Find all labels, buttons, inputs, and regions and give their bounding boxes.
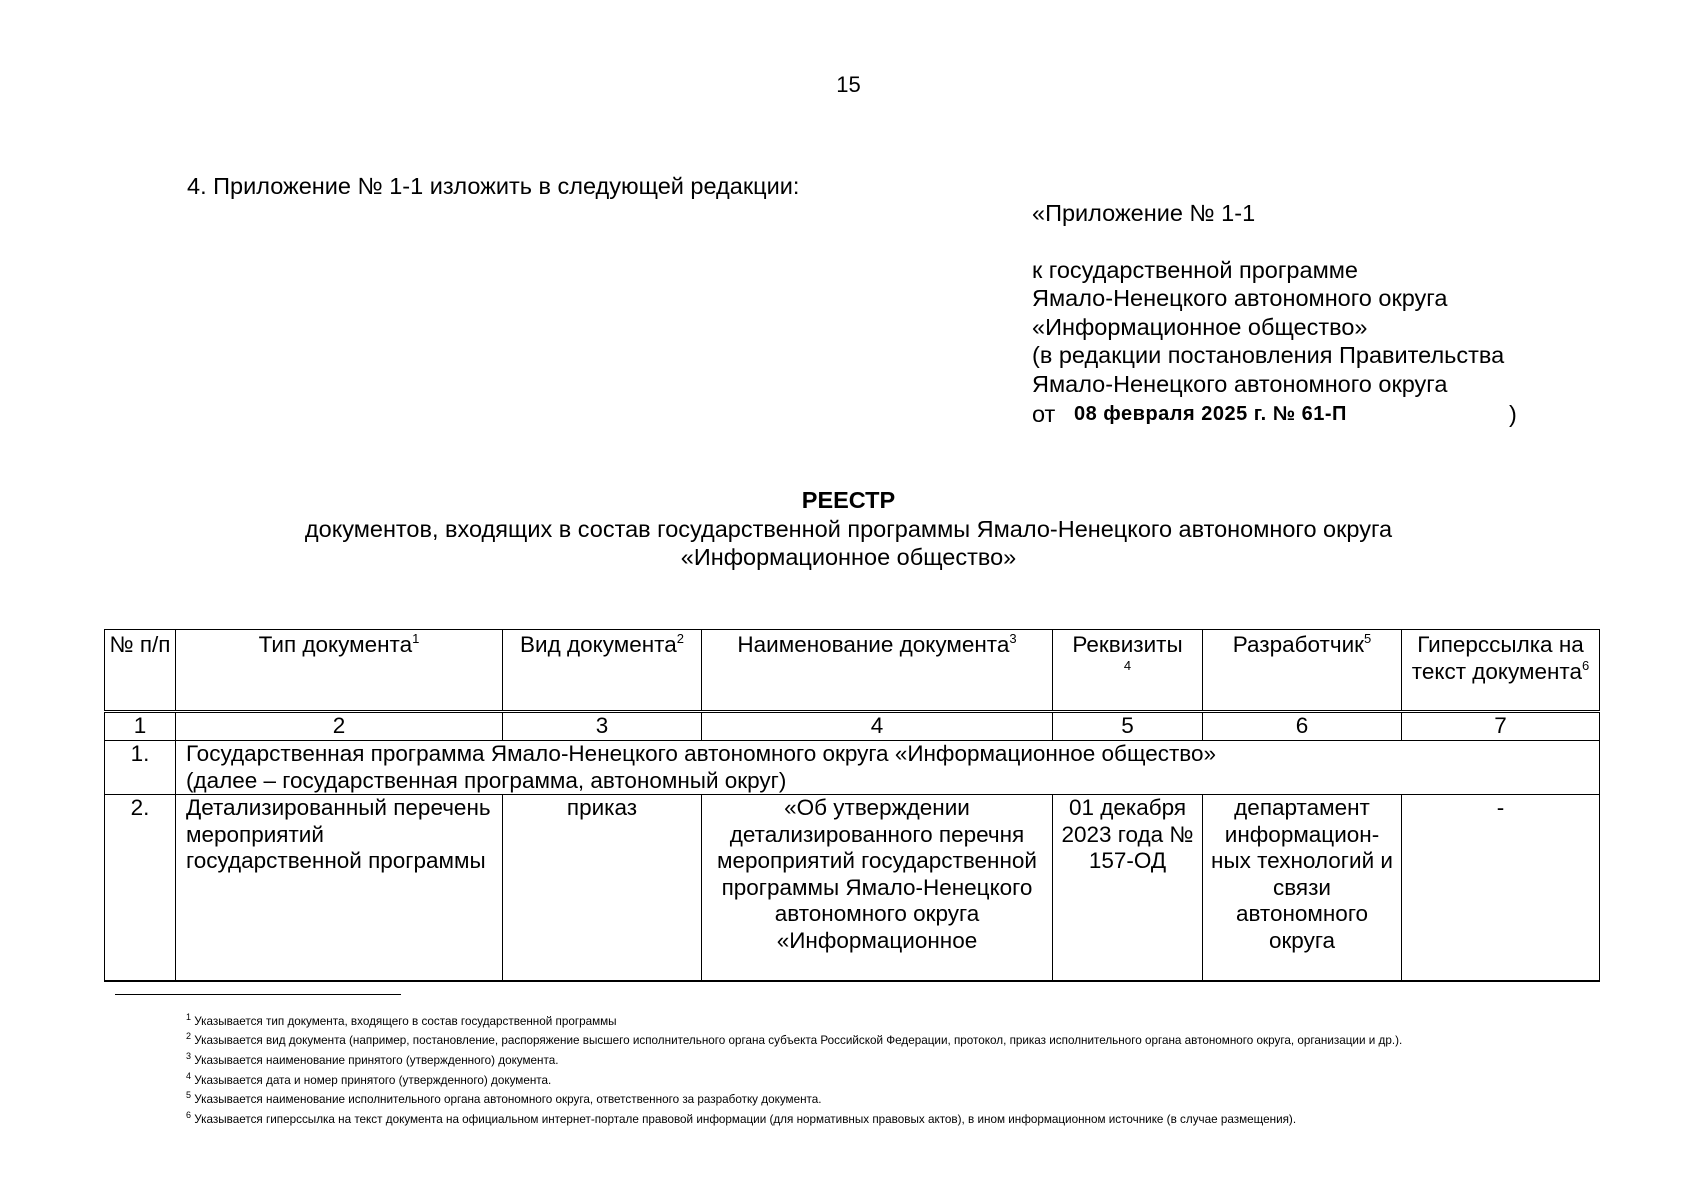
footnote: $^6$ Указывается гиперссылка на текст документа на официальном интернет-портале правовой информации (для нормативных правовых актов), в ином информационном источнике (в случае размещения). <box>186 1110 1297 1127</box>
table-header-row <box>105 630 1600 712</box>
requisites-cell: 01 декабря 2023 года № 157-ОД <box>1053 795 1203 982</box>
registry-subtitle-line: «Информационное общество» <box>680 544 1017 570</box>
header-number: № п/п <box>105 630 176 712</box>
footnote: $^5$ Указывается наименование исполнительного органа автономного округа, ответственного за разработку документа. <box>186 1090 822 1107</box>
doc-name-cell: «Об утверждении детализированного перечня мероприятий государственной программы Ямало-Ненецкого автономного округа «Информационное <box>702 795 1053 982</box>
footnote-separator <box>115 994 401 995</box>
from-label: от <box>1032 401 1056 427</box>
closing-paren: ) <box>1509 401 1517 427</box>
appendix-heading: «Приложение № 1-1 <box>1032 200 1256 226</box>
column-number: 7 <box>1402 712 1600 741</box>
column-number-row <box>105 712 1600 741</box>
doc-type-cell: Детализированный перечень мероприятий государственной программы <box>176 795 503 982</box>
approval-line: к государственной программе <box>1032 256 1358 283</box>
footnotes <box>115 1012 1588 1130</box>
registry-table <box>104 629 1600 982</box>
program-description: Государственная программа Ямало-Ненецкого автономного округа «Информационное общество» (далее – государственная программа, автономный округ) <box>176 741 1600 795</box>
approval-line: Ямало-Ненецкого автономного округа <box>1032 370 1448 397</box>
header-doc-kind: Вид документа$^2$ <box>503 630 702 712</box>
table-row <box>105 795 1600 982</box>
header-hyperlink: Гиперссылка на текст документа$^6$ <box>1402 630 1600 712</box>
column-number: 4 <box>702 712 1053 741</box>
header-developer: Разработчик$^5$ <box>1203 630 1402 712</box>
footnote: $^1$ Указывается тип документа, входящего в состав государственной программы <box>186 1012 617 1028</box>
row-number: 1. <box>105 741 176 795</box>
approval-line: «Информационное общество» <box>1032 313 1368 340</box>
column-number: 3 <box>503 712 702 741</box>
row-number: 2. <box>105 795 176 982</box>
column-number: 5 <box>1053 712 1203 741</box>
approval-line: (в редакции постановления Правительства <box>1032 342 1505 368</box>
footnote: $^4$ Указывается дата и номер принятого (утвержденного) документа. <box>186 1070 552 1087</box>
approval-line: Ямало-Ненецкого автономного округа <box>1032 285 1448 311</box>
column-number: 6 <box>1203 712 1402 741</box>
column-number: 2 <box>176 712 503 741</box>
column-number: 1 <box>105 712 176 741</box>
header-doc-name: Наименование документа$^3$ <box>702 630 1053 712</box>
header-requisites: Реквизиты $^4$ <box>1053 630 1203 712</box>
hyperlink-cell: - <box>1402 795 1600 982</box>
table-row <box>105 741 1600 795</box>
approval-stamp <box>1032 199 1517 428</box>
registry-heading: РЕЕСТР <box>801 487 896 513</box>
footnote: $^2$ Указывается вид документа (например, постановление, распоряжение высшего исполнительного органа субъекта Российской Федерации, протокол, приказ исполнительного органа автономного округа, организации и др.). <box>186 1030 1403 1047</box>
doc-kind-cell: приказ <box>503 795 702 982</box>
developer-cell: департамент информацион-ных технологий и связи автономного округа <box>1203 795 1402 982</box>
page-number: 15 <box>836 72 861 97</box>
resolution-date-line <box>1032 398 1517 428</box>
header-doc-type: Тип документа$^1$ <box>176 630 503 712</box>
registry-title <box>0 486 1697 572</box>
amendment-intro: 4. Приложение № 1-1 изложить в следующей редакции: <box>187 173 800 199</box>
footnote: $^3$ Указывается наименование принятого (утвержденного) документа. <box>186 1050 559 1067</box>
resolution-date-number: 08 февраля 2025 г. № 61-П <box>1074 403 1347 425</box>
registry-subtitle-line: документов, входящих в состав государственной программы Ямало-Ненецкого автономного округа <box>304 515 1393 542</box>
